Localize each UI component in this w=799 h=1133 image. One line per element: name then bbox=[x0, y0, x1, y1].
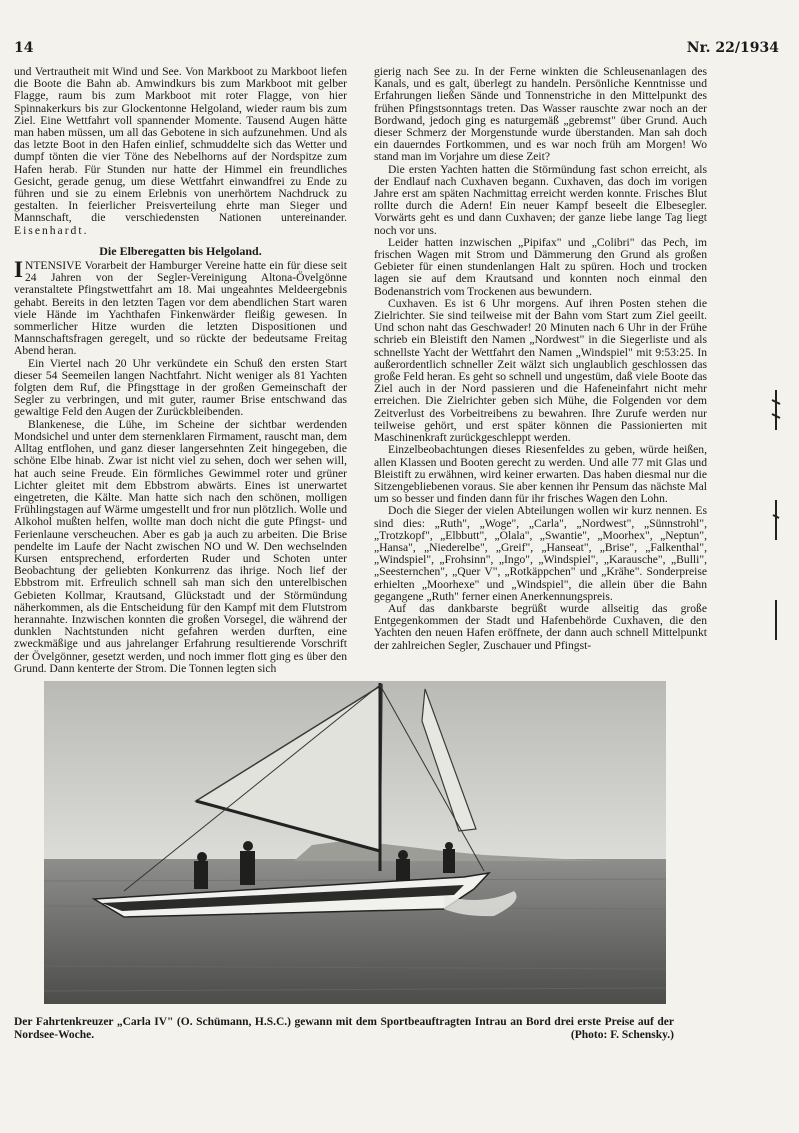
paragraph: Doch die Sieger der vielen Abteilungen wollen wir kurz nennen. Es sind dies: „Ruth", „Woge", „Carla", „Nordwest", „Sünnstrohl", „Trotzkopf", „Elbbutt", „Olala", „Swantie", „Moorhex", „Neptun", „Hansa", „Niederelbe", „Greif", „Hanseat", „Brise", „Falkenthal", „Windspiel", „Frohsinn", „Ingo", „Windspiel", „Karausche", „Bulli", „Seesternchen", „Quer V", „Rotkäppchen" und „Krähe". Sonderpreise erhielten „Moorhexe" und „Windspiel", die allein über die Bahn gegangene „Ruth" ferner einen Anerkennungspreis. bbox=[374, 504, 707, 603]
paragraph: Auf das dankbarste begrüßt wurde allseitig das große Entgegenkommen der Stadt und Hafenbehörde Cuxhaven, die den Yachten den neuen Hafen eröffnete, der dann auch schnell Mittelpunkt der zahlreichen Segler, Zuschauer und Pfingst- bbox=[374, 601, 707, 652]
paragraph: Blankenese, die Lühe, im Scheine der sichtbar werdenden Mondsichel und unter dem sternenklaren Firmament, rauscht man, dem Alltag entflohen, und ganz dieser langersehnten Zeit hingegeben, die schöne Elbe hinab. Zwar ist nicht viel zu sehen, doch wer sehen will, hat auch seine Freude. Ein förmliches Gewimmel roter und grüner Lichter gleitet mit dem Ebbstrom abwärts. Eines ist unerwartet eingetreten, die Kälte. Man hatte sich nach den schönen, molligen Frühlingstagen auf Wärme umgestellt und fror nun plötzlich. Wolle und Alkohol mußten helfen, wollte man doch nicht die gute Pfingst- und Ferienlaune verscheuchen. Aber es gab ja auch zu arbeiten. Die Brise pendelte im Laufe der Nacht zwischen NO und W. Den wechselnden Kursen entsprechend, erforderten Ruder und Schoten unter Beobachtung der geliebten Konkurrenz das ihrige. Noch lief der Ebbstrom mit. Erfreulich schnell sah man sich den unterelbischen Gebieten Kollmar, Krautsand, Glückstadt und der Störmündung näherkommen, als die Entscheidung für den Kampf mit dem Flutstrom herannahte. Inzwischen konnten die großen Vorsegel, die während der dunklen Nachtstunden nicht gefahren werden durften, eine zweckmäßige und aus jahrelanger Erfahrung resultierende Vorschrift der Övelgönner, gesetzt werden, und noch immer flott ging es über den Grund. Dann kenterte der Strom. Die Tonnen legten sich bbox=[14, 417, 347, 675]
margin-marks bbox=[766, 390, 786, 690]
paragraph: Ein Viertel nach 20 Uhr verkündete ein Schuß den ersten Start dieser 54 Seemeilen langen Nachtfahrt. Nicht weniger als 81 Yachten folgten dem Ruf, die Pfingsttage in der großen Gemeinschaft der Segler zu verbringen, und mit guter, raumer Brise entschwand das gewaltige Feld den Augen der Zurückbleibenden. bbox=[14, 356, 347, 419]
photo-credit: (Photo: F. Schensky.) bbox=[570, 1029, 674, 1041]
page-number: 14 bbox=[14, 40, 34, 56]
sailing-yacht-photo bbox=[44, 681, 666, 1004]
page-header bbox=[14, 40, 785, 60]
paragraph bbox=[14, 257, 347, 358]
drop-cap: I bbox=[14, 257, 23, 283]
section-heading: Die Elberegatten bis Helgoland. bbox=[99, 243, 262, 258]
photo-illustration bbox=[44, 681, 666, 1004]
paragraph: Einzelbeobachtungen dieses Riesenfeldes zu geben, würde heißen, allen Klassen und Booten gerecht zu werden. Und alle 77 mit Glas und Bleistift zu erwähnen, wird keiner erwarten. Das haben diesmal nur die Sitzengebliebenen voraus. Sie aber kennen ihr Pensum das nächste Mal um so besser und finden dann für ihr frisches Wagen den Lohn. bbox=[374, 443, 707, 506]
paragraph-text: NTENSIVE Vorarbeit der Hamburger Vereine hatte ein für diese seit 24 Jahren von der Segler-Vereinigung Altona-Övelgönne veranstaltete Pfingstwettfahrt am 18. Mai ungeahntes Meldeergebnis gehabt. Bereits in den letzten Tagen vor dem abendlichen Start waren viele Hände im Yachthafen Finkenwärder fleißig gewesen. In sommerlicher Hitze wurden die letzten Dispositionen und Mannschaftsfragen geregelt, und so rückte der bedeutsame Freitag Abend heran. bbox=[14, 259, 347, 358]
paragraph bbox=[14, 66, 347, 237]
paragraph-text: und Vertrautheit mit Wind und See. Von Markboot zu Markboot liefen die Boote die Bahn ab. Amwindkurs bis zum Markboot mit gelber Flagge, raum bis zum Markboot mit roter Flagge, von hier Spinnakerkurs bis zur Glockentonne Helgoland, wieder raum bis zum Ziel. Eine Wettfahrt voll spannender Momente. Tausend Augen hätte man haben müssen, um all das Gebotene in sich aufzunehmen. Und als das letzte Boot in den Hafen einlief, schmuddelte sich das Wetter und dumpf tönten die vier Töne des Nebelhorns auf der Nordspitze zum Hafen herab. Für Stunden nur hatte der Himmel ein freundliches Gesicht, gerade genug, um diese Wettfahrt einwandfrei zu Ende zu führen und sie zu einem Erlebnis von unerhörtem Nachdruck zu gestalten. In feierlicher Preisverteilung ehrte man Sieger und Mannschaft, die verschiedensten Nationen untereinander. bbox=[14, 65, 347, 225]
issue-number: Nr. 22/1934 bbox=[686, 40, 779, 56]
photo-caption: Der Fahrtenkreuzer „Carla IV" (O. Schümann, H.S.C.) gewann mit dem Sportbeauftragten Intrau an Bord drei erste Preise auf der Nordsee-Woche. bbox=[14, 1016, 674, 1041]
paragraph: gierig nach See zu. In der Ferne winkten die Schleusenanlagen des Kanals, und es galt, überlegt zu handeln. Persönliche Kenntnisse und Erfahrungen ließen Sände und Tonnenstriche in den Mittelpunkt des frühen Pfingstsonntags treten. Das Wasser rauschte zwar noch an der Bordwand, jedoch ging es naturgemäß „gebremst" über Grund. Auch dieser Schmerz der Morgenstunde wurde überstanden. Man sah doch ein dauerndes Fortkommen, und es war noch früh am Morgen! Wo stand man im Vorjahre um diese Zeit? bbox=[374, 65, 707, 164]
paragraph: Leider hatten inzwischen „Pipifax" und „Colibri" das Pech, im frischen Wagen mit Strom und Dämmerung den Grund als großen Gebieter für einen stundenlangen Halt zu spüren. Hoch und trocken lagen sie auf dem Krautsand und konnten noch einmal den Bodenanstrich vom Trockenen aus bewundern. bbox=[374, 235, 707, 298]
author-signature: Eisenhardt. bbox=[14, 223, 89, 237]
right-column bbox=[374, 66, 707, 670]
paragraph: Cuxhaven. Es ist 6 Uhr morgens. Auf ihren Posten stehen die Zielrichter. Sie sind teilweise mit der Bahn vom Start zum Ziel geeilt. Und schon naht das Geschwader! 20 Minuten nach 6 Uhr in der Frühe schrieb ein Bleistift den Namen „Nordwest" in die Siegerliste und als schnellste Yacht der Wettfahrt den Namen „Windspiel" mit 9:53:25. In außerordentlich schneller Zeit wälzt sich unglaublich geschlossen das große Feld heran. Es geht so schnell und ungestüm, daß viele Boote das Ziel auch in der Nord passieren und die Hafeneinfahrt nicht mehr erreichen. Die Zielrichter geben sich Mühe, die Folgenden vor dem Zeitverlust des Vorbeitreibens zu bewahren. Ihre Zurufe werden nur teilweise gehört, und erst später können die Passionierten mit Maschinenkraft zurückgeschleppt werden. bbox=[374, 296, 707, 445]
paragraph: Die ersten Yachten hatten die Störmündung fast schon erreicht, als der Endlauf nach Cuxhaven begann. Cuxhaven, das doch im vorigen Jahre erst am späten Nachmittag erreicht werden konnte. Frisches Blut rollte durch die Adern! Ein neuer Kampf beseelt die Elbesegler. Vorwärts geht es und dann Cuxhaven; der ganze liebe lange Tag liegt noch vor uns. bbox=[374, 162, 707, 237]
left-column bbox=[14, 65, 347, 675]
